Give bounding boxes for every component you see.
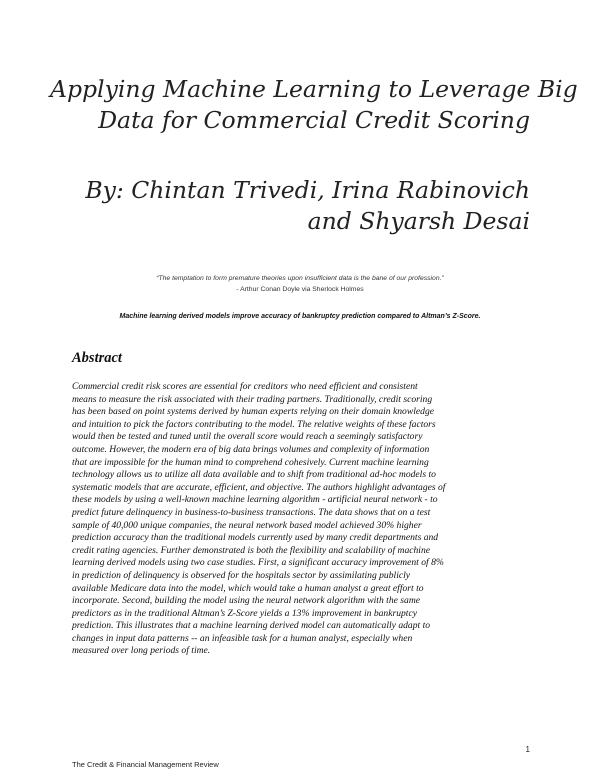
title-line: Applying Machine Learning to Leverage Big xyxy=(50,75,578,103)
epigraph xyxy=(40,273,560,295)
abstract-line: measured over long periods of time. xyxy=(72,645,211,657)
journal-footer: The Credit & Financial Management Review xyxy=(72,760,219,769)
abstract-body xyxy=(72,381,532,658)
abstract-line: changes in input data patterns -- an infeasible task for a human analyst, especially when xyxy=(72,632,413,644)
abstract-line: in prediction of delinquency is observed for the hospitals sector by assimilating publicly xyxy=(72,569,411,581)
title-line: Data for Commercial Credit Scoring xyxy=(98,106,530,134)
abstract-line: would then be tested and tuned until the overall score would reach a seemingly satisfactory xyxy=(72,431,423,443)
epigraph-text: “The temptation to form premature theories upon insufficient data is the bane of our profession.” xyxy=(156,275,444,282)
author-line: By: Chintan Trivedi, Irina Rabinovich xyxy=(85,176,530,204)
abstract-line: predictors as in the traditional Altman’s Z-Score yields a 13% improvement in bankruptcy xyxy=(72,607,417,619)
abstract-line: sample of 40,000 unique companies, the neural network based model achieved 30% higher xyxy=(72,519,422,531)
abstract-line: outcome. However, the modern era of big data brings volumes and complexity of information xyxy=(72,443,430,455)
abstract-line: prediction accuracy than the traditional models currently used by many credit departments and xyxy=(72,532,439,544)
abstract-line: available Medicare data into the model, which would take a human analyst a great effort to xyxy=(72,582,424,594)
author-line: and Shyarsh Desai xyxy=(307,207,530,235)
abstract-line: predict future delinquency in business-to-business transactions. The data shows that on a test xyxy=(72,506,431,518)
abstract-line: incorporate. Second, building the model using the neural network algorithm with the same xyxy=(72,595,421,607)
key-finding: Machine learning derived models improve accuracy of bankruptcy prediction compared to Altman’s Z-Score. xyxy=(119,313,481,320)
abstract-line: has been based on point systems derived by human experts relying on their domain knowledge xyxy=(72,406,435,418)
page-number: 1 xyxy=(525,745,530,754)
abstract-line: systematic models that are accurate, efficient, and objective. The authors highlight advantages of xyxy=(72,481,446,493)
abstract-line: these models by using a well-known machine learning algorithm - artificial neural network - to xyxy=(72,494,438,506)
abstract-line: learning derived models using two case studies. First, a significant accuracy improvement of 8% xyxy=(72,557,444,569)
abstract-line: that are impossible for the human mind to comprehend cohesively. Current machine learning xyxy=(72,456,429,468)
author-byline xyxy=(50,175,530,237)
abstract-line: Commercial credit risk scores are essential for creditors who need efficient and consistent xyxy=(72,381,418,392)
abstract-line: and intuition to pick the factors contributing to the model. The relative weights of these factors xyxy=(72,418,436,430)
abstract-line: technology allows us to utilize all data available and to shift from traditional ad-hoc models to xyxy=(72,469,436,481)
abstract-line: means to measure the risk associated with their trading partners. Traditionally, credit scoring xyxy=(72,393,433,405)
abstract-heading: Abstract xyxy=(72,350,122,366)
epigraph-attribution: - Arthur Conan Doyle via Sherlock Holmes xyxy=(236,286,364,293)
abstract-line: credit rating agencies. Further demonstrated is both the flexibility and scalability of machine xyxy=(72,544,431,556)
abstract-line: prediction. This illustrates that a machine learning derived model can automatically adapt to xyxy=(72,620,431,632)
paper-title xyxy=(50,74,578,136)
